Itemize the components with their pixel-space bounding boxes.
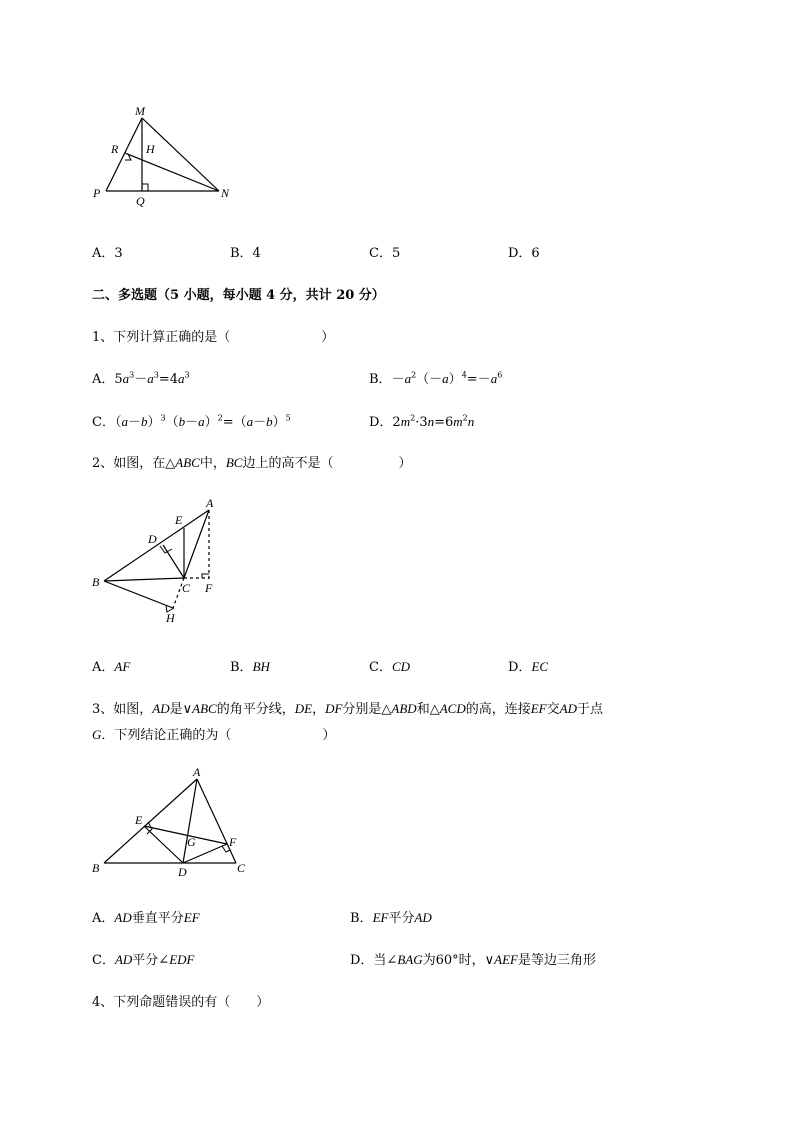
var: AF xyxy=(114,659,131,674)
var: BAG xyxy=(397,952,423,967)
line-ad xyxy=(183,779,197,863)
label-g: G xyxy=(187,835,196,849)
var: CD xyxy=(391,659,411,674)
text: =（ xyxy=(222,415,247,430)
exp: 2 xyxy=(410,413,416,423)
text: ） xyxy=(204,415,218,430)
text: － xyxy=(253,415,267,430)
text: 为60°时，∨ xyxy=(422,953,495,968)
var: EC xyxy=(531,659,549,674)
prev-choice-c: C．5 xyxy=(369,246,401,261)
var: DF xyxy=(325,701,343,716)
exp: 6 xyxy=(497,370,503,380)
text: ．下列结论正确的为（ ） xyxy=(101,728,336,743)
var-n: n xyxy=(427,414,435,429)
text: 和△ xyxy=(416,702,440,717)
text: 的角平分线， xyxy=(216,702,295,717)
exp: 3 xyxy=(153,370,159,380)
var-a: a xyxy=(442,371,449,386)
var-bc: BC xyxy=(225,455,243,470)
label-f: F xyxy=(229,835,237,849)
var-a: a xyxy=(490,371,498,386)
text: － xyxy=(185,415,199,430)
var: AEF xyxy=(494,952,518,967)
text: ） xyxy=(272,415,286,430)
text: 垂直平分 xyxy=(131,911,184,926)
prev-choice-a: A．3 xyxy=(92,246,123,261)
text: D．当∠ xyxy=(350,953,398,968)
text: 是等边三角形 xyxy=(518,953,597,968)
exp: 2 xyxy=(411,370,417,380)
q1-a-prefix: A．5 xyxy=(92,372,123,387)
text: ， xyxy=(312,702,326,717)
text: 平分 xyxy=(388,911,415,926)
q1-b-prefix: B．－ xyxy=(369,372,405,387)
var: EF xyxy=(183,910,200,925)
label-b: B xyxy=(92,575,100,589)
line-ba xyxy=(104,779,197,863)
q1-stem: 1、下列计算正确的是（ ） xyxy=(92,330,335,345)
text: 边上的高不是（ ） xyxy=(242,456,412,471)
text: D．2 xyxy=(369,415,401,430)
line-ef xyxy=(144,826,227,844)
exp: 3 xyxy=(160,413,166,423)
var-b: b xyxy=(266,414,273,429)
q4-stem: 4、下列命题错误的有（ ） xyxy=(92,995,270,1010)
text: 3、如图， xyxy=(92,702,153,717)
label-a: A xyxy=(193,765,201,779)
paren-open: （－ xyxy=(416,372,443,387)
label-f: F xyxy=(205,581,213,595)
text: B． xyxy=(350,911,373,926)
paren-close: ） xyxy=(448,372,462,387)
text: 分别是△ xyxy=(342,702,392,717)
text: ·3 xyxy=(415,415,428,430)
exp: 2 xyxy=(217,413,223,423)
var: AD xyxy=(559,701,577,716)
var: ABC xyxy=(192,701,217,716)
text: B． xyxy=(230,660,253,675)
text: =6 xyxy=(434,415,454,430)
prev-choice-d: D．6 xyxy=(508,246,540,261)
text: A． xyxy=(92,911,115,926)
var-a: a xyxy=(178,371,185,386)
label-h: H xyxy=(166,611,175,625)
label-d: D xyxy=(178,865,187,879)
exp: 5 xyxy=(285,413,291,423)
var: EDF xyxy=(169,952,195,967)
label-m: M xyxy=(135,104,145,118)
var: DE xyxy=(294,701,313,716)
label-p: P xyxy=(93,186,101,200)
text: 是∨ xyxy=(169,702,193,717)
var-m: m xyxy=(400,414,411,429)
q3-choice-a xyxy=(92,907,200,926)
q3-choice-d xyxy=(350,949,596,968)
var: AD xyxy=(114,952,133,967)
text: 中， xyxy=(199,456,226,471)
label-e: E xyxy=(135,813,143,827)
var-a: a xyxy=(198,414,205,429)
label-q: Q xyxy=(136,194,145,208)
exp: 4 xyxy=(461,370,467,380)
text: C． xyxy=(369,660,392,675)
var-b: b xyxy=(140,414,148,429)
minus: － xyxy=(134,372,148,387)
var: ABD xyxy=(391,701,417,716)
var: AD xyxy=(114,910,132,925)
exp: 3 xyxy=(129,370,135,380)
text: ） xyxy=(147,415,161,430)
var-a: a xyxy=(404,371,412,386)
text: 平分∠ xyxy=(132,953,170,968)
label-r: R xyxy=(111,142,119,156)
exp: 3 xyxy=(184,370,190,380)
var: EF xyxy=(372,910,389,925)
var: AD xyxy=(414,910,432,925)
var-n: n xyxy=(467,414,475,429)
label-h: H xyxy=(146,142,155,156)
equals: =－ xyxy=(466,372,491,387)
var: BH xyxy=(252,659,270,674)
label-c: C xyxy=(237,861,246,875)
prev-choice-b: B．4 xyxy=(230,246,261,261)
text: － xyxy=(127,415,141,430)
var-a: a xyxy=(147,371,154,386)
var: ACD xyxy=(439,701,466,716)
q3-choice-c xyxy=(92,949,194,968)
text: C．（ xyxy=(92,415,122,430)
var-a: a xyxy=(121,414,128,429)
text: 于点 xyxy=(576,702,603,717)
exp: 2 xyxy=(462,413,468,423)
label-b: B xyxy=(92,861,100,875)
text: D． xyxy=(508,660,532,675)
text: （ xyxy=(165,415,179,430)
text: C． xyxy=(92,953,115,968)
text: 的高，连接 xyxy=(465,702,531,717)
var: AD xyxy=(152,701,170,716)
equals: =4 xyxy=(158,372,179,387)
text: 交 xyxy=(546,702,560,717)
var-m: m xyxy=(453,414,463,429)
var-a: a xyxy=(246,414,254,429)
var-a: a xyxy=(122,371,130,386)
var-abc: ABC xyxy=(175,455,200,470)
label-e: E xyxy=(175,513,183,527)
var-b: b xyxy=(178,414,186,429)
label-a: A xyxy=(206,496,214,510)
label-n: N xyxy=(221,186,230,200)
var: EF xyxy=(530,701,547,716)
q3-choice-b xyxy=(350,907,432,926)
label-c: C xyxy=(182,581,191,595)
text: 2、如图，在△ xyxy=(92,456,176,471)
text: A． xyxy=(92,660,115,675)
section-heading: 二、多选题（5 小题，每小题 4 分，共计 20 分） xyxy=(92,288,385,303)
label-d: D xyxy=(148,532,157,546)
var: G xyxy=(92,727,102,742)
